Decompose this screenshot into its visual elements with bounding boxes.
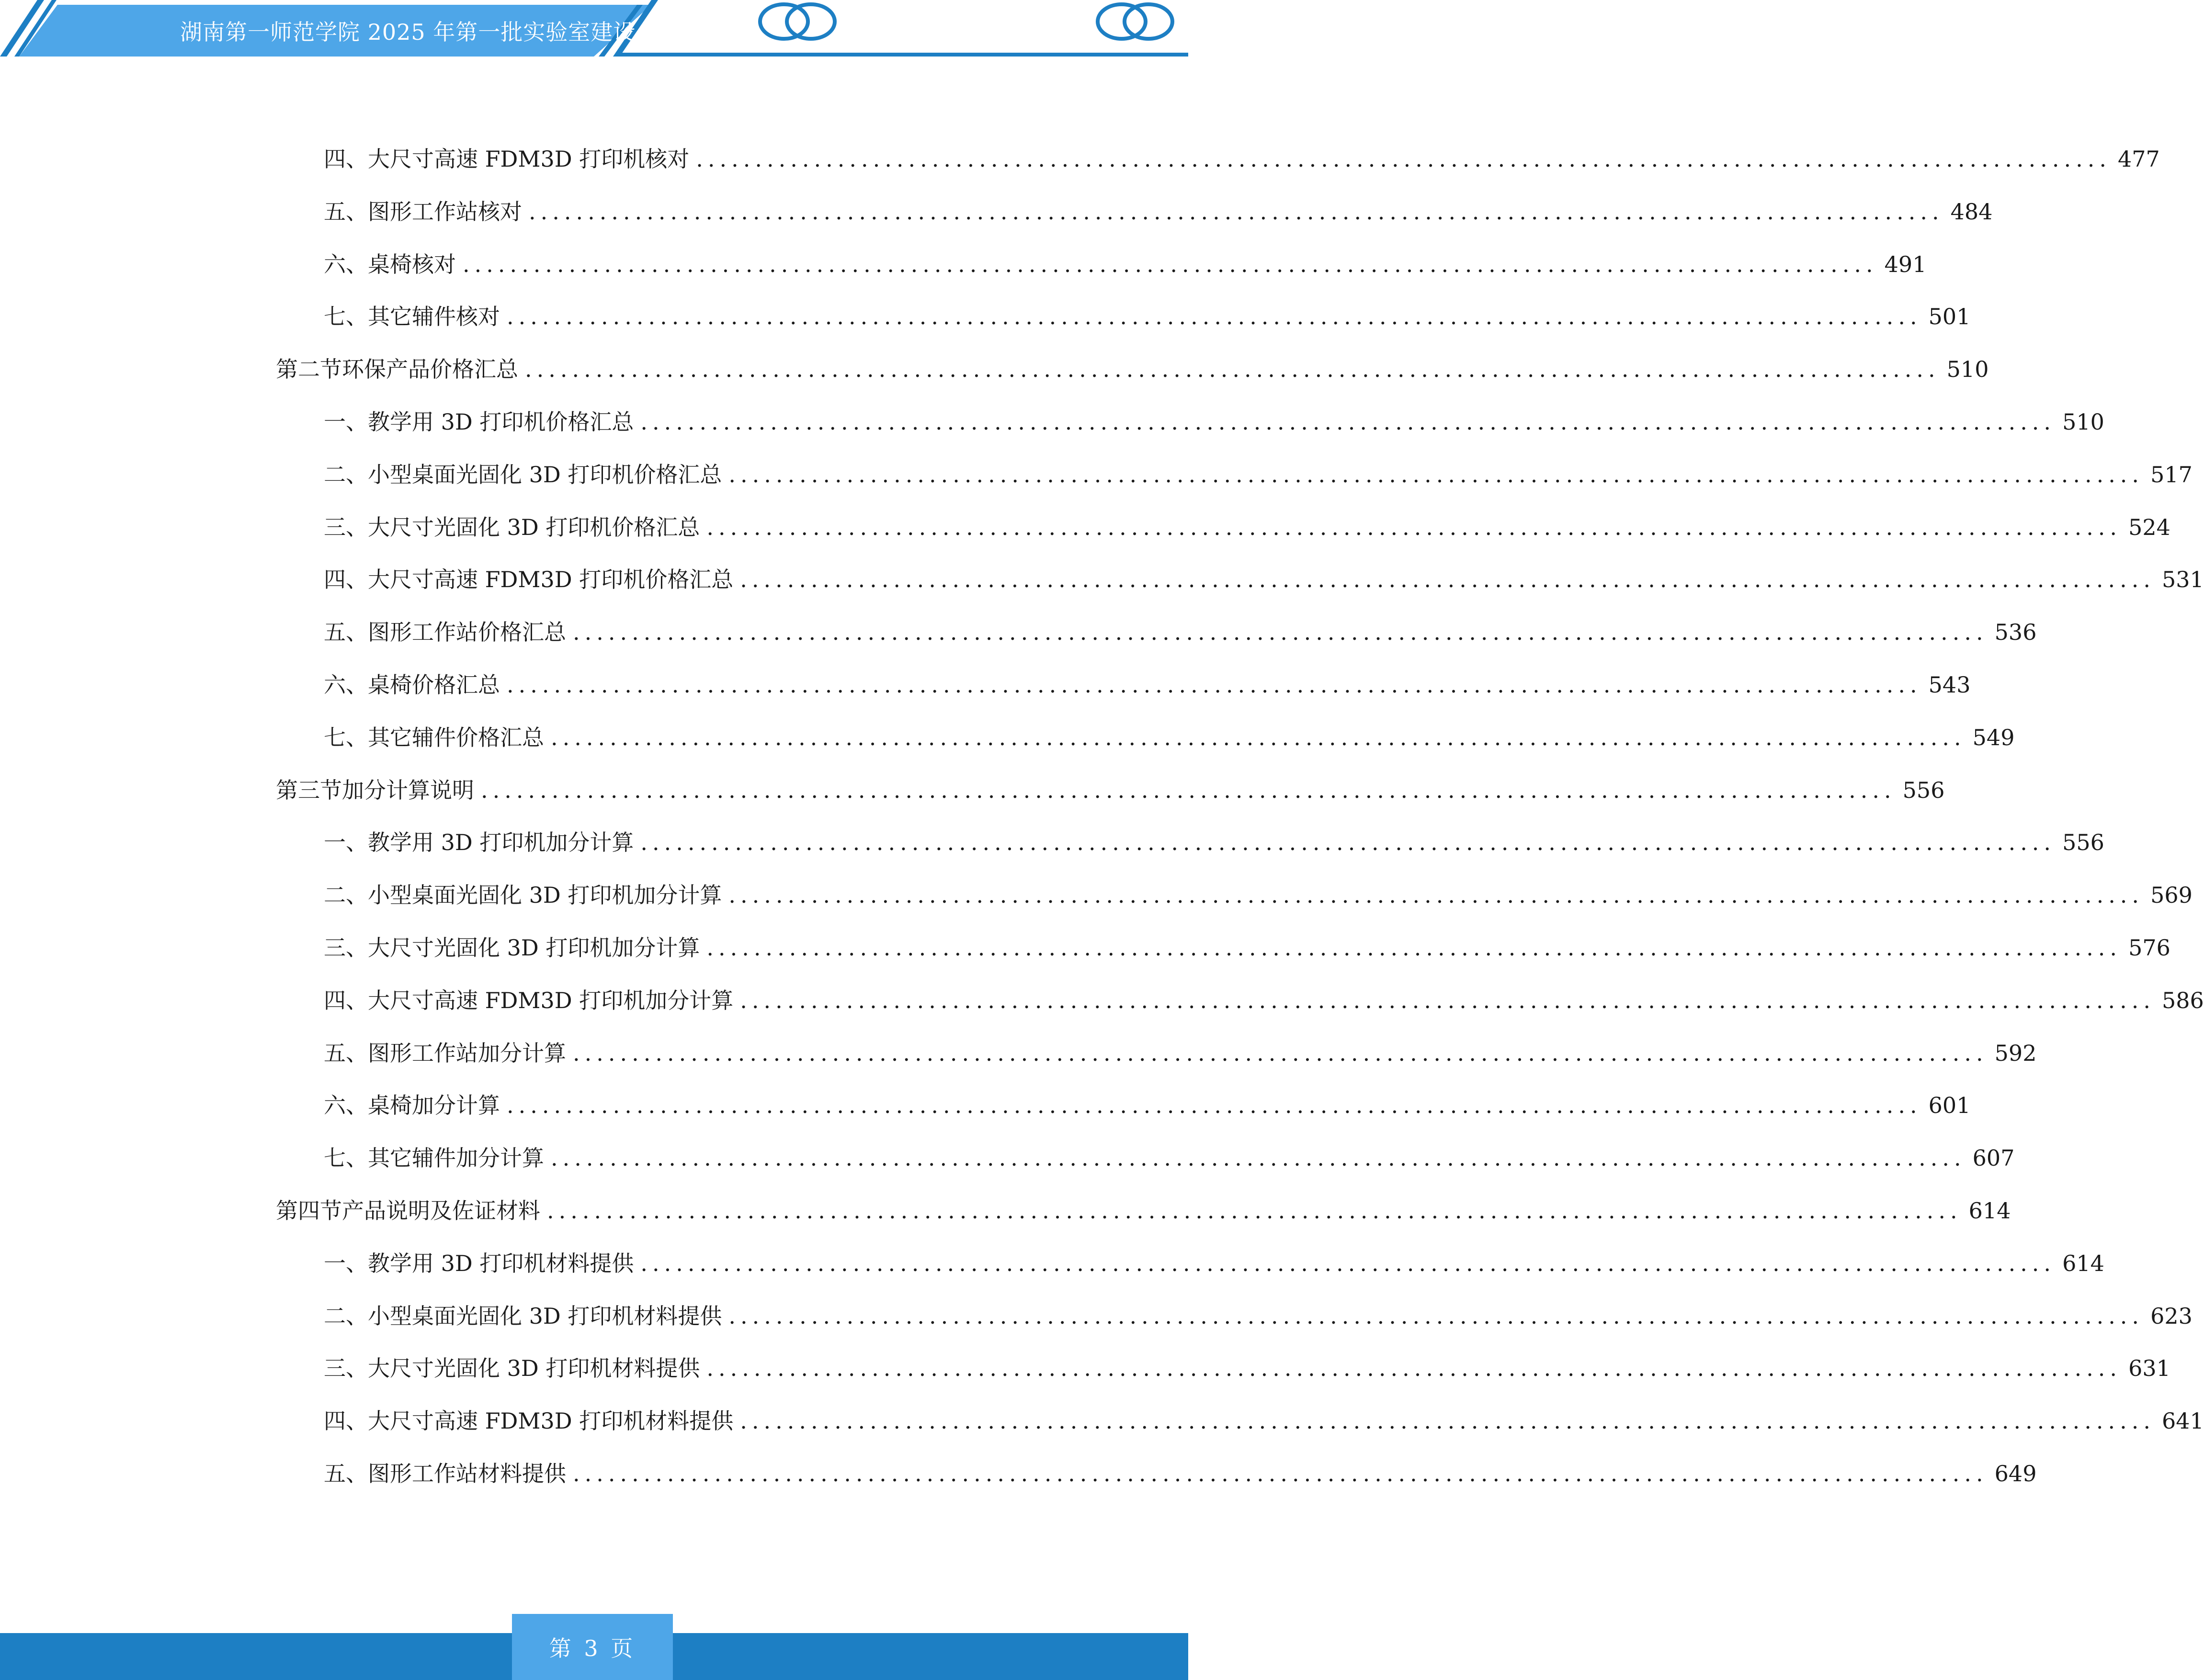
toc-entry-title: 桌椅加分计算 xyxy=(368,1092,500,1118)
toc-dot-leader: ........................................................................................................................ xyxy=(706,514,2122,540)
toc-dot-leader: ........................................................................................................................ xyxy=(551,1145,1966,1171)
toc-entry-page: 517 xyxy=(2150,462,2193,488)
toc-item-entry[interactable] xyxy=(324,512,2170,543)
header-title: 湖南第一师范学院 2025 年第一批实验室建设 xyxy=(180,19,636,45)
toc-entry-page: 531 xyxy=(2161,567,2204,592)
toc-section-entry[interactable] xyxy=(276,354,1989,385)
toc-entry-page: 614 xyxy=(1968,1198,2011,1224)
toc-dot-leader: ........................................................................................................................ xyxy=(507,1092,1922,1118)
toc-entry-title: 桌椅价格汇总 xyxy=(368,672,500,698)
toc-dot-leader: ........................................................................................................................ xyxy=(740,988,2155,1013)
toc-dot-leader: ........................................................................................................................ xyxy=(640,829,2056,855)
toc-entry-page: 649 xyxy=(1994,1461,2037,1487)
toc-dot-leader: ........................................................................................................................ xyxy=(740,1408,2155,1434)
toc-section-entry[interactable] xyxy=(276,1195,2011,1226)
toc-entry-page: 477 xyxy=(2117,146,2160,172)
toc-entry-number: 三、 xyxy=(324,514,368,540)
toc-entry-title: 图形工作站材料提供 xyxy=(368,1461,566,1487)
toc-entry-title: 图形工作站核对 xyxy=(368,199,522,225)
toc-item-entry[interactable] xyxy=(324,827,2104,858)
toc-entry-title: 教学用 3D 打印机加分计算 xyxy=(368,829,634,855)
toc-dot-leader: ........................................................................................................................ xyxy=(728,882,2144,908)
toc-entry-title: 加分计算说明 xyxy=(342,777,474,803)
toc-item-entry[interactable] xyxy=(324,722,2015,753)
interlocking-rings-icon xyxy=(754,0,841,43)
toc-entry-title: 大尺寸高速 FDM3D 打印机价格汇总 xyxy=(368,567,734,592)
page-header xyxy=(0,0,1188,62)
toc-entry-page: 484 xyxy=(1950,199,1993,225)
toc-entry-number: 五、 xyxy=(324,1040,368,1066)
toc-entry-page: 549 xyxy=(1972,725,2015,750)
toc-entry-page: 641 xyxy=(2161,1408,2204,1434)
toc-entry-title: 小型桌面光固化 3D 打印机价格汇总 xyxy=(368,462,722,488)
toc-entry-number: 三、 xyxy=(324,935,368,961)
toc-entry-title: 其它辅件价格汇总 xyxy=(368,725,544,750)
toc-entry-number: 六、 xyxy=(324,672,368,698)
toc-entry-title: 图形工作站加分计算 xyxy=(368,1040,566,1066)
toc-entry-number: 五、 xyxy=(324,619,368,645)
toc-entry-title: 其它辅件加分计算 xyxy=(368,1145,544,1171)
toc-entry-title: 教学用 3D 打印机价格汇总 xyxy=(368,409,634,435)
toc-item-entry[interactable] xyxy=(324,196,1993,227)
toc-dot-leader: ........................................................................................................................ xyxy=(463,251,1878,277)
toc-entry-title: 大尺寸高速 FDM3D 打印机材料提供 xyxy=(368,1408,734,1434)
toc-dot-leader: ........................................................................................................................ xyxy=(481,777,1896,803)
toc-dot-leader: ........................................................................................................................ xyxy=(529,199,1944,225)
toc-dot-leader: ........................................................................................................................ xyxy=(740,567,2155,592)
toc-dot-leader: ........................................................................................................................ xyxy=(507,304,1922,329)
toc-item-entry[interactable] xyxy=(324,1038,2037,1068)
toc-dot-leader: ........................................................................................................................ xyxy=(525,356,1940,382)
toc-entry-number: 第二节 xyxy=(276,356,342,382)
toc-section-entry[interactable] xyxy=(276,775,1945,806)
interlocking-rings-icon xyxy=(1092,0,1178,43)
toc-entry-number: 五、 xyxy=(324,1461,368,1487)
toc-item-entry[interactable] xyxy=(324,1090,1971,1121)
toc-entry-title: 图形工作站价格汇总 xyxy=(368,619,566,645)
toc-item-entry[interactable] xyxy=(324,1143,2015,1173)
toc-dot-leader: ........................................................................................................................ xyxy=(640,409,2056,435)
toc-entry-title: 桌椅核对 xyxy=(368,251,456,277)
toc-entry-page: 510 xyxy=(2062,409,2104,435)
toc-entry-number: 四、 xyxy=(324,146,368,172)
toc-item-entry[interactable] xyxy=(324,301,1971,332)
toc-entry-page: 623 xyxy=(2150,1303,2193,1329)
toc-entry-number: 五、 xyxy=(324,199,368,225)
toc-entry-page: 556 xyxy=(1902,777,1945,803)
toc-entry-number: 七、 xyxy=(324,304,368,329)
toc-entry-page: 524 xyxy=(2128,514,2170,540)
toc-entry-number: 一、 xyxy=(324,1250,368,1276)
toc-entry-page: 556 xyxy=(2062,829,2104,855)
toc-entry-number: 七、 xyxy=(324,725,368,750)
toc-entry-page: 614 xyxy=(2062,1250,2104,1276)
toc-entry-page: 576 xyxy=(2128,935,2170,961)
toc-item-entry[interactable] xyxy=(324,932,2170,963)
toc-entry-number: 一、 xyxy=(324,409,368,435)
toc-entry-number: 二、 xyxy=(324,882,368,908)
toc-entry-title: 产品说明及佐证材料 xyxy=(342,1198,540,1224)
toc-entry-number: 四、 xyxy=(324,988,368,1013)
toc-dot-leader: ........................................................................................................................ xyxy=(573,1040,1988,1066)
toc-dot-leader: ........................................................................................................................ xyxy=(640,1250,2056,1276)
toc-entry-number: 四、 xyxy=(324,1408,368,1434)
toc-entry-page: 501 xyxy=(1928,304,1971,329)
toc-entry-page: 592 xyxy=(1994,1040,2037,1066)
toc-entry-title: 大尺寸光固化 3D 打印机价格汇总 xyxy=(368,514,700,540)
toc-entry-title: 大尺寸高速 FDM3D 打印机加分计算 xyxy=(368,988,734,1013)
toc-entry-number: 四、 xyxy=(324,567,368,592)
toc-dot-leader: ........................................................................................................................ xyxy=(573,1461,1988,1487)
toc-entry-title: 环保产品价格汇总 xyxy=(342,356,518,382)
toc-item-entry[interactable] xyxy=(324,1458,2037,1489)
toc-entry-title: 其它辅件核对 xyxy=(368,304,500,329)
toc-entry-number: 七、 xyxy=(324,1145,368,1171)
toc-dot-leader: ........................................................................................................................ xyxy=(706,1355,2122,1381)
toc-dot-leader: ........................................................................................................................ xyxy=(507,672,1922,698)
toc-item-entry[interactable] xyxy=(324,407,2104,437)
toc-dot-leader: ........................................................................................................................ xyxy=(728,462,2144,488)
toc-dot-leader: ........................................................................................................................ xyxy=(547,1198,1962,1224)
toc-entry-page: 631 xyxy=(2128,1355,2170,1381)
toc-entry-number: 六、 xyxy=(324,251,368,277)
toc-item-entry[interactable] xyxy=(324,880,2193,910)
toc-item-entry[interactable] xyxy=(324,1353,2170,1384)
toc-item-entry[interactable] xyxy=(324,617,2037,647)
toc-entry-number: 第三节 xyxy=(276,777,342,803)
toc-entry-page: 536 xyxy=(1994,619,2037,645)
toc-entry-number: 三、 xyxy=(324,1355,368,1381)
toc-entry-page: 543 xyxy=(1928,672,1971,698)
toc-item-entry[interactable] xyxy=(324,1301,2193,1331)
toc-entry-number: 二、 xyxy=(324,1303,368,1329)
toc-dot-leader: ........................................................................................................................ xyxy=(728,1303,2144,1329)
toc-item-entry[interactable] xyxy=(324,459,2193,490)
toc-dot-leader: ........................................................................................................................ xyxy=(696,146,2111,172)
toc-entry-page: 510 xyxy=(1946,356,1989,382)
toc-entry-page: 569 xyxy=(2150,882,2193,908)
toc-entry-title: 大尺寸光固化 3D 打印机加分计算 xyxy=(368,935,700,961)
toc-item-entry[interactable] xyxy=(324,564,2204,595)
toc-entry-number: 二、 xyxy=(324,462,368,488)
toc-entry-number: 六、 xyxy=(324,1092,368,1118)
toc-item-entry[interactable] xyxy=(324,670,1971,700)
toc-item-entry[interactable] xyxy=(324,1406,2204,1436)
toc-entry-number: 一、 xyxy=(324,829,368,855)
toc-item-entry[interactable] xyxy=(324,985,2204,1016)
toc-entry-page: 491 xyxy=(1884,251,1927,277)
toc-entry-number: 第四节 xyxy=(276,1198,342,1224)
toc-entry-page: 586 xyxy=(2161,988,2204,1013)
toc-item-entry[interactable] xyxy=(324,1248,2104,1279)
toc-item-entry[interactable] xyxy=(324,144,2160,174)
toc-item-entry[interactable] xyxy=(324,249,1927,280)
toc-entry-page: 607 xyxy=(1972,1145,2015,1171)
toc-entry-title: 教学用 3D 打印机材料提供 xyxy=(368,1250,634,1276)
toc-entry-title: 小型桌面光固化 3D 打印机材料提供 xyxy=(368,1303,722,1329)
toc-entry-title: 大尺寸高速 FDM3D 打印机核对 xyxy=(368,146,690,172)
toc-dot-leader: ........................................................................................................................ xyxy=(551,725,1966,750)
toc-entry-title: 大尺寸光固化 3D 打印机材料提供 xyxy=(368,1355,700,1381)
toc-dot-leader: ........................................................................................................................ xyxy=(573,619,1988,645)
toc-entry-title: 小型桌面光固化 3D 打印机加分计算 xyxy=(368,882,722,908)
page-number: 第 3 页 xyxy=(512,1614,673,1680)
toc-entry-page: 601 xyxy=(1928,1092,1971,1118)
toc-dot-leader: ........................................................................................................................ xyxy=(706,935,2122,961)
